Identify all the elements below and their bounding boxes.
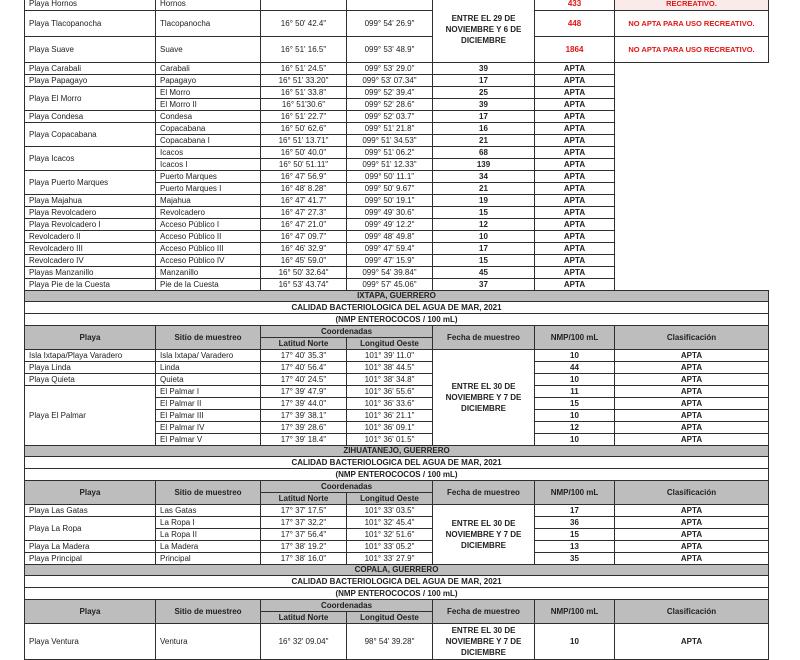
site-name: Isla Ixtapa/ Varadero	[156, 350, 261, 362]
report-unit: (NMP ENTEROCOCOS / 100 mL)	[25, 314, 769, 326]
table-row	[25, 279, 769, 291]
latitude: 17° 39' 28.6"	[261, 422, 347, 434]
longitude: 099° 51' 21.8"	[347, 123, 433, 135]
site-name: Principal	[156, 553, 261, 565]
latitude: 17° 38' 19.2"	[261, 541, 347, 553]
latitude: 17° 39' 47.9"	[261, 386, 347, 398]
nmp-value: 15	[433, 207, 535, 219]
beach-name: Playa El Palmar	[25, 386, 156, 446]
classification: APTA	[535, 99, 615, 111]
beach-name: Playa Revolcadero I	[25, 219, 156, 231]
site-name: El Palmar II	[156, 398, 261, 410]
site-name: El Palmar IV	[156, 422, 261, 434]
classification: APTA	[535, 231, 615, 243]
longitude: 099° 54' 39.84"	[347, 267, 433, 279]
site-name: La Ropa I	[156, 517, 261, 529]
table-row	[25, 624, 769, 660]
table-row	[25, 111, 769, 123]
classification: APTA	[535, 147, 615, 159]
header-playa: Playa	[25, 326, 156, 350]
classification: APTA	[535, 267, 615, 279]
unit-row	[25, 588, 769, 600]
report-title-row	[25, 457, 769, 469]
beach-name: Revolcadero II	[25, 231, 156, 243]
classification: APTA	[615, 386, 769, 398]
latitude: 16° 51' 24.5"	[261, 63, 347, 75]
site-name: Condesa	[156, 111, 261, 123]
site-name: El Palmar III	[156, 410, 261, 422]
latitude: 16° 47' 09.7"	[261, 231, 347, 243]
nmp-value: 37	[433, 279, 535, 291]
classification: NO APTA PARA USO RECREATIVO.	[615, 11, 769, 37]
table-row	[25, 63, 769, 75]
site-name: Manzanillo	[156, 267, 261, 279]
report-title: CALIDAD BACTERIOLOGICA DEL AGUA DE MAR, 2021	[25, 302, 769, 314]
section-header	[25, 565, 769, 576]
longitude: 101° 33' 05.2"	[347, 541, 433, 553]
beach-name: Playa Papagayo	[25, 75, 156, 87]
header-fecha: Fecha de muestreo	[433, 481, 535, 505]
nmp-value: 68	[433, 147, 535, 159]
beach-name: Playa Hornos	[25, 0, 156, 11]
classification: APTA	[535, 255, 615, 267]
classification: APTA	[615, 529, 769, 541]
table-row	[25, 517, 769, 529]
beach-name: Playa Principal	[25, 553, 156, 565]
longitude: 101° 36' 21.1"	[347, 410, 433, 422]
site-name: Acceso Público I	[156, 219, 261, 231]
table-row	[25, 386, 769, 398]
header-playa: Playa	[25, 600, 156, 624]
header-sitio: Sitio de muestreo	[156, 600, 261, 624]
header-latitud: Latitud Norte	[261, 493, 347, 505]
beach-name: Playa Las Gatas	[25, 505, 156, 517]
location-title: IXTAPA, GUERRERO	[25, 291, 769, 302]
beach-name: Isla Ixtapa/Playa Varadero	[25, 350, 156, 362]
longitude: 099° 50' 11.1"	[347, 171, 433, 183]
table-row	[25, 350, 769, 362]
longitude: 101° 36' 09.1"	[347, 422, 433, 434]
longitude: 099° 49' 30.6"	[347, 207, 433, 219]
section-header	[25, 446, 769, 457]
table-row	[25, 374, 769, 386]
beach-name: Playa Tlacopanocha	[25, 11, 156, 37]
nmp-value: 34	[433, 171, 535, 183]
longitude: 099° 57' 45.06"	[347, 279, 433, 291]
classification: APTA	[615, 624, 769, 660]
header-latitud: Latitud Norte	[261, 338, 347, 350]
longitude: 101° 38' 34.8"	[347, 374, 433, 386]
longitude: 099° 49' 12.2"	[347, 219, 433, 231]
beach-name: Revolcadero III	[25, 243, 156, 255]
latitude: 17° 39' 44.0"	[261, 398, 347, 410]
classification: APTA	[535, 219, 615, 231]
nmp-value: 19	[433, 195, 535, 207]
nmp-value: 10	[535, 410, 615, 422]
latitude: 17° 37' 17.5"	[261, 505, 347, 517]
nmp-value: 17	[433, 75, 535, 87]
latitude: 16° 45' 59.0"	[261, 255, 347, 267]
nmp-value: 44	[535, 362, 615, 374]
site-name: Quieta	[156, 374, 261, 386]
nmp-value: 15	[433, 255, 535, 267]
report-title-row	[25, 302, 769, 314]
longitude: 099° 51' 06.2"	[347, 147, 433, 159]
table-row	[25, 123, 769, 135]
classification: APTA	[535, 159, 615, 171]
latitude: 16° 50' 51.11"	[261, 159, 347, 171]
latitude: 16° 46' 32.9"	[261, 243, 347, 255]
header-latitud: Latitud Norte	[261, 612, 347, 624]
classification: APTA	[615, 434, 769, 446]
nmp-value: 1864	[535, 37, 615, 63]
site-name: Tlacopanocha	[156, 11, 261, 37]
site-name: Ventura	[156, 624, 261, 660]
table-row	[25, 37, 769, 63]
nmp-value: 10	[535, 434, 615, 446]
nmp-value: 17	[535, 505, 615, 517]
latitude: 17° 38' 16.0"	[261, 553, 347, 565]
header-clasificacion: Clasificación	[615, 326, 769, 350]
header-playa: Playa	[25, 481, 156, 505]
classification: APTA	[615, 374, 769, 386]
beach-name: Playa Linda	[25, 362, 156, 374]
site-name: Papagayo	[156, 75, 261, 87]
classification: APTA	[615, 553, 769, 565]
latitude: 16° 50' 32.64"	[261, 267, 347, 279]
header-fecha: Fecha de muestreo	[433, 326, 535, 350]
latitude: 16° 48' 8.28"	[261, 183, 347, 195]
beach-name: Playa Icacos	[25, 147, 156, 171]
header-longitud: Longitud Oeste	[347, 493, 433, 505]
longitude: 099° 48' 49.8"	[347, 231, 433, 243]
header-nmp: NMP/100 mL	[535, 481, 615, 505]
latitude: 16° 51' 16.5"	[261, 37, 347, 63]
latitude: 16° 51'30.6"	[261, 99, 347, 111]
latitude: 17° 39' 38.1"	[261, 410, 347, 422]
classification: APTA	[535, 111, 615, 123]
classification: APTA	[535, 195, 615, 207]
beach-name: Playa Carabali	[25, 63, 156, 75]
longitude: 099° 52' 28.6"	[347, 99, 433, 111]
longitude: 101° 36' 33.6"	[347, 398, 433, 410]
classification: APTA	[615, 422, 769, 434]
nmp-value: 11	[535, 386, 615, 398]
latitude: 16° 47' 56.9"	[261, 171, 347, 183]
sampling-date: ENTRE EL 30 DE NOVIEMBRE Y 7 DE DICIEMBRE	[433, 505, 535, 565]
classification: APTA	[535, 183, 615, 195]
table-row	[25, 219, 769, 231]
report-title: CALIDAD BACTERIOLOGICA DEL AGUA DE MAR, 2021	[25, 457, 769, 469]
table-row	[25, 243, 769, 255]
header-clasificacion: Clasificación	[615, 600, 769, 624]
table-row	[25, 147, 769, 159]
nmp-value: 433	[535, 0, 615, 11]
nmp-value: 25	[433, 87, 535, 99]
nmp-value: 13	[535, 541, 615, 553]
latitude: 17° 39' 18.4"	[261, 434, 347, 446]
latitude: 17° 40' 24.5"	[261, 374, 347, 386]
longitude: 099° 53' 29.0"	[347, 63, 433, 75]
nmp-value: 10	[433, 231, 535, 243]
longitude: 099° 47' 59.4"	[347, 243, 433, 255]
site-name: Icacos I	[156, 159, 261, 171]
table-row	[25, 11, 769, 37]
table-row	[25, 541, 769, 553]
nmp-value: 15	[535, 529, 615, 541]
sampling-date: ENTRE EL 30 DE NOVIEMBRE Y 7 DE DICIEMBRE	[433, 350, 535, 446]
latitude: 16° 51' 13.71"	[261, 135, 347, 147]
site-name: La Ropa II	[156, 529, 261, 541]
latitude: 17° 37' 56.4"	[261, 529, 347, 541]
classification: APTA	[615, 517, 769, 529]
longitude: 101° 39' 11.0"	[347, 350, 433, 362]
unit-row	[25, 314, 769, 326]
classification: APTA	[535, 87, 615, 99]
site-name: Acceso Público IV	[156, 255, 261, 267]
beach-name: Playa Condesa	[25, 111, 156, 123]
classification: RECREATIVO.	[615, 0, 769, 11]
site-name: Copacabana I	[156, 135, 261, 147]
beach-name: Playa Pie de la Cuesta	[25, 279, 156, 291]
latitude: 16° 47' 21.0"	[261, 219, 347, 231]
beach-name: Playa La Ropa	[25, 517, 156, 541]
site-name: Acceso Público II	[156, 231, 261, 243]
header-longitud: Longitud Oeste	[347, 612, 433, 624]
longitude: 101° 36' 01.5"	[347, 434, 433, 446]
classification: NO APTA PARA USO RECREATIVO.	[615, 37, 769, 63]
table-row	[25, 267, 769, 279]
longitude: 099° 47' 15.9"	[347, 255, 433, 267]
classification: APTA	[615, 410, 769, 422]
longitude	[347, 0, 433, 11]
header-nmp: NMP/100 mL	[535, 600, 615, 624]
nmp-value: 448	[535, 11, 615, 37]
latitude: 16° 50' 62.6"	[261, 123, 347, 135]
nmp-value: 21	[433, 183, 535, 195]
classification: APTA	[615, 505, 769, 517]
site-name: El Morro II	[156, 99, 261, 111]
nmp-value: 139	[433, 159, 535, 171]
latitude: 17° 40' 56.4"	[261, 362, 347, 374]
longitude: 099° 52' 39.4"	[347, 87, 433, 99]
table-row	[25, 231, 769, 243]
section-header	[25, 291, 769, 302]
latitude: 16° 47' 41.7"	[261, 195, 347, 207]
latitude: 17° 37' 32.2"	[261, 517, 347, 529]
column-header-row	[25, 481, 769, 493]
sampling-date: ENTRE EL 30 DE NOVIEMBRE Y 7 DE DICIEMBRE	[433, 624, 535, 660]
site-name: Copacabana	[156, 123, 261, 135]
classification: APTA	[615, 362, 769, 374]
classification: APTA	[615, 398, 769, 410]
beach-name: Playa Quieta	[25, 374, 156, 386]
report-unit: (NMP ENTEROCOCOS / 100 mL)	[25, 469, 769, 481]
header-sitio: Sitio de muestreo	[156, 481, 261, 505]
header-sitio: Sitio de muestreo	[156, 326, 261, 350]
classification: APTA	[615, 350, 769, 362]
table-row	[25, 75, 769, 87]
latitude: 16° 51' 33.8"	[261, 87, 347, 99]
latitude: 17° 40' 35.3"	[261, 350, 347, 362]
header-clasificacion: Clasificación	[615, 481, 769, 505]
classification: APTA	[535, 171, 615, 183]
site-name: Puerto Marques I	[156, 183, 261, 195]
longitude: 099° 53' 48.9"	[347, 37, 433, 63]
classification: APTA	[535, 243, 615, 255]
table-row	[25, 0, 769, 11]
site-name: Hornos	[156, 0, 261, 11]
classification: APTA	[615, 541, 769, 553]
beach-name: Playa Revolcadero	[25, 207, 156, 219]
longitude: 099° 52' 03.7"	[347, 111, 433, 123]
unit-row	[25, 469, 769, 481]
nmp-value: 15	[535, 398, 615, 410]
beach-name: Playa Majahua	[25, 195, 156, 207]
nmp-value: 16	[433, 123, 535, 135]
beach-name: Playa La Madera	[25, 541, 156, 553]
longitude: 099° 54' 26.9"	[347, 11, 433, 37]
beach-name: Playas Manzanillo	[25, 267, 156, 279]
latitude: 16° 47' 27.3"	[261, 207, 347, 219]
classification: APTA	[535, 123, 615, 135]
nmp-value: 45	[433, 267, 535, 279]
longitude: 099° 50' 9.67"	[347, 183, 433, 195]
longitude: 101° 32' 51.6"	[347, 529, 433, 541]
latitude: 16° 53' 43.74"	[261, 279, 347, 291]
classification: APTA	[535, 207, 615, 219]
sampling-date: ENTRE EL 29 DE NOVIEMBRE Y 6 DE DICIEMBRE	[433, 0, 535, 63]
site-name: Linda	[156, 362, 261, 374]
header-coordinates: Coordenadas	[261, 481, 433, 493]
longitude: 101° 38' 44.5"	[347, 362, 433, 374]
location-title: ZIHUATANEJO, GUERRERO	[25, 446, 769, 457]
beach-name: Playa Puerto Marques	[25, 171, 156, 195]
header-fecha: Fecha de muestreo	[433, 600, 535, 624]
nmp-value: 36	[535, 517, 615, 529]
classification: APTA	[535, 75, 615, 87]
nmp-value: 39	[433, 99, 535, 111]
header-coordinates: Coordenadas	[261, 326, 433, 338]
table-row	[25, 87, 769, 99]
nmp-value: 21	[433, 135, 535, 147]
nmp-value: 10	[535, 374, 615, 386]
beach-name: Playa El Morro	[25, 87, 156, 111]
location-title: COPALA, GUERRERO	[25, 565, 769, 576]
table-row	[25, 255, 769, 267]
table-row	[25, 553, 769, 565]
site-name: Carabali	[156, 63, 261, 75]
site-name: La Madera	[156, 541, 261, 553]
longitude: 099° 51' 34.53"	[347, 135, 433, 147]
column-header-row	[25, 326, 769, 338]
latitude: 16° 50' 42.4"	[261, 11, 347, 37]
column-header-row	[25, 600, 769, 612]
longitude: 101° 33' 03.5"	[347, 505, 433, 517]
site-name: Las Gatas	[156, 505, 261, 517]
site-name: El Palmar V	[156, 434, 261, 446]
site-name: Majahua	[156, 195, 261, 207]
longitude: 099° 50' 19.1"	[347, 195, 433, 207]
header-nmp: NMP/100 mL	[535, 326, 615, 350]
table-row	[25, 362, 769, 374]
longitude: 101° 33' 27.9"	[347, 553, 433, 565]
nmp-value: 35	[535, 553, 615, 565]
header-longitud: Longitud Oeste	[347, 338, 433, 350]
latitude: 16° 51' 33.20"	[261, 75, 347, 87]
beach-name: Playa Copacabana	[25, 123, 156, 147]
site-name: Acceso Público III	[156, 243, 261, 255]
beach-name: Playa Ventura	[25, 624, 156, 660]
latitude: 16° 51' 22.7"	[261, 111, 347, 123]
longitude: 98° 54' 39.28"	[347, 624, 433, 660]
beach-name: Revolcadero IV	[25, 255, 156, 267]
nmp-value: 39	[433, 63, 535, 75]
classification: APTA	[535, 63, 615, 75]
longitude: 099° 53' 07.34"	[347, 75, 433, 87]
report-title-row	[25, 576, 769, 588]
header-coordinates: Coordenadas	[261, 600, 433, 612]
site-name: Pie de la Cuesta	[156, 279, 261, 291]
classification: APTA	[535, 135, 615, 147]
site-name: Revolcadero	[156, 207, 261, 219]
longitude: 099° 51' 12.33"	[347, 159, 433, 171]
report-unit: (NMP ENTEROCOCOS / 100 mL)	[25, 588, 769, 600]
latitude	[261, 0, 347, 11]
nmp-value: 12	[433, 219, 535, 231]
table-row	[25, 505, 769, 517]
site-name: El Morro	[156, 87, 261, 99]
longitude: 101° 32' 45.4"	[347, 517, 433, 529]
nmp-value: 12	[535, 422, 615, 434]
nmp-value: 10	[535, 624, 615, 660]
table-row	[25, 171, 769, 183]
latitude: 16° 50' 40.0"	[261, 147, 347, 159]
nmp-value: 17	[433, 243, 535, 255]
site-name: Suave	[156, 37, 261, 63]
report-title: CALIDAD BACTERIOLOGICA DEL AGUA DE MAR, 2021	[25, 576, 769, 588]
classification: APTA	[535, 279, 615, 291]
beach-name: Playa Suave	[25, 37, 156, 63]
longitude: 101° 36' 55.6"	[347, 386, 433, 398]
nmp-value: 17	[433, 111, 535, 123]
latitude: 16° 32' 09.04"	[261, 624, 347, 660]
nmp-value: 10	[535, 350, 615, 362]
site-name: El Palmar I	[156, 386, 261, 398]
table-row	[25, 207, 769, 219]
site-name: Icacos	[156, 147, 261, 159]
site-name: Puerto Marques	[156, 171, 261, 183]
water-quality-table	[24, 0, 769, 660]
table-row	[25, 195, 769, 207]
